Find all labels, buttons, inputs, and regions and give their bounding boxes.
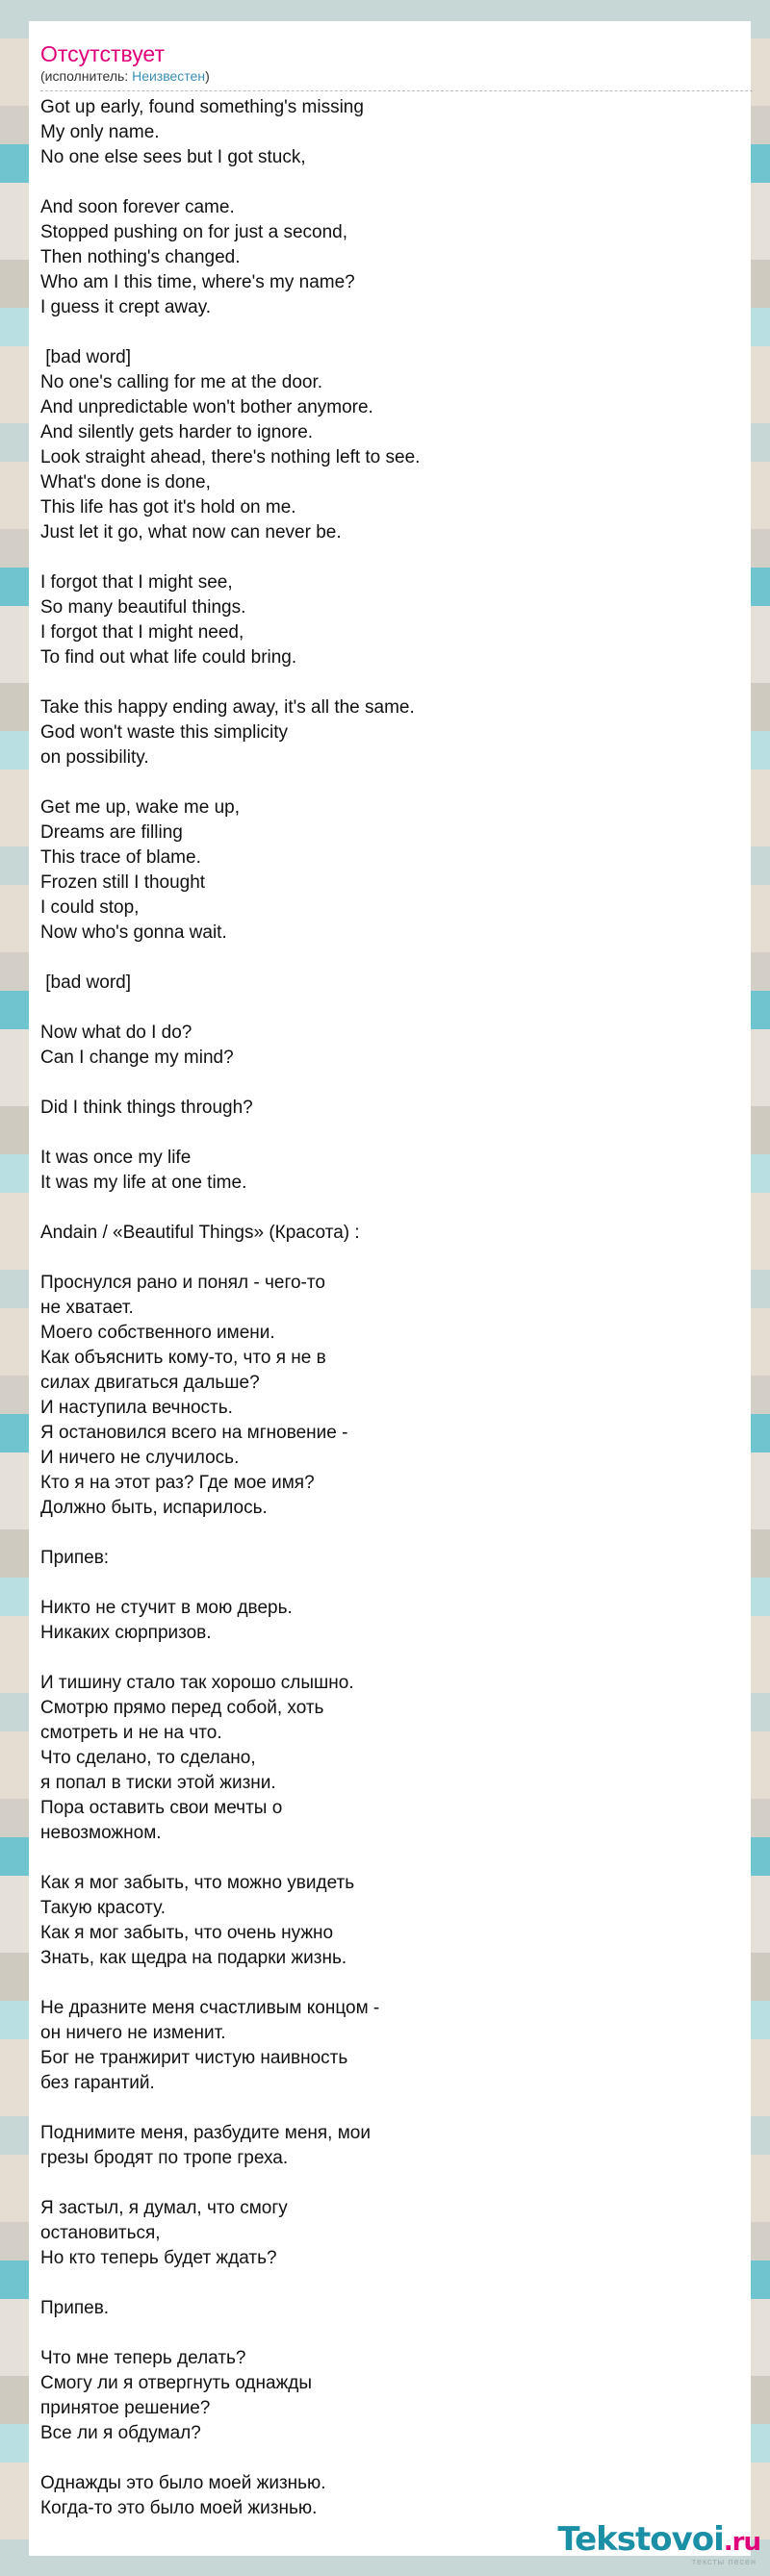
lyric-line: I forgot that I might need, [40,622,244,643]
blank-line [40,1846,741,1871]
lyric-line: остановиться, [40,2223,161,2243]
lyric-line: Что сделано, то сделано, [40,1748,256,1768]
lyric-line: This trace of blame. [40,847,201,868]
blank-line [40,2171,741,2196]
lyric-line: Пора оставить свои мечты о [40,1798,283,1818]
lyric-line: Как объяснить кому-то, что я не в [40,1348,326,1368]
lyric-line: It was my life at one time. [40,1173,247,1193]
lyric-line: Как я мог забыть, что можно увидеть [40,1873,355,1893]
lyric-line: on possibility. [40,747,149,768]
lyric-line: Я застыл, я думал, что смогу [40,2198,288,2218]
lyric-line: No one else sees but I got stuck, [40,147,306,167]
blank-line [40,1971,741,1996]
lyric-line: And silently gets harder to ignore. [40,422,314,442]
blank-line [40,946,741,971]
lyric-line: Who am I this time, where's my name? [40,272,355,292]
lyric-line: I forgot that I might see, [40,572,233,593]
blank-line [40,2321,741,2346]
lyric-line: Andain / «Beautiful Things» (Красота) : [40,1223,360,1243]
lyric-line: принятое решение? [40,2398,211,2418]
artist-prefix: (исполнитель: [40,68,133,84]
lyric-line: Смогу ли я отвергнуть однажды [40,2373,313,2393]
lyric-line: я попал в тиски этой жизни. [40,1773,276,1793]
blank-line [40,1646,741,1671]
lyric-line: To find out what life could bring. [40,647,297,668]
lyric-line: Got up early, found something's missing [40,97,364,117]
lyric-line: This life has got it's hold on me. [40,497,296,518]
blank-line [40,2446,741,2471]
lyric-line: Моего собственного имени. [40,1323,275,1343]
lyric-line: Now what do I do? [40,1023,192,1043]
blank-line [40,770,741,796]
logo-tagline: тексты песен [691,2557,757,2566]
lyric-line: God won't waste this simplicity [40,722,289,743]
logo-name: Tekstovoi [557,2520,724,2559]
blank-line [40,1121,741,1146]
lyric-line: It was once my life [40,1148,192,1168]
lyric-line: Не дразните меня счастливым концом - [40,1998,380,2018]
lyric-line: Никто не стучит в мою дверь. [40,1598,293,1618]
lyric-line: Dreams are filling [40,822,183,843]
lyric-line: [bad word] [40,347,131,367]
lyric-line: Припев: [40,1548,110,1568]
divider [40,90,753,91]
lyric-line: И тишину стало так хорошо слышно. [40,1673,354,1693]
lyric-line: Но кто теперь будет ждать? [40,2248,277,2268]
blank-line [40,545,741,570]
lyric-line: Frozen still I thought [40,872,206,893]
lyric-line: Кто я на этот раз? Где мое имя? [40,1473,315,1493]
lyric-line: Проснулся рано и понял - чего-то [40,1273,325,1293]
lyric-line: Все ли я обдумал? [40,2423,201,2443]
lyric-line: So many beautiful things. [40,597,246,618]
lyric-line: Смотрю прямо перед собой, хоть [40,1698,324,1718]
site-logo[interactable] [557,2520,760,2566]
lyric-line: Такую красоту. [40,1898,166,1918]
blank-line [40,1196,741,1221]
lyric-line: Должно быть, испарилось. [40,1498,268,1518]
lyric-line: What's done is done, [40,472,211,492]
lyrics-text [40,95,741,2521]
lyric-line: I could stop, [40,897,140,918]
blank-line [40,1571,741,1596]
lyric-line: не хватает. [40,1298,134,1318]
artist-line [40,67,741,85]
lyric-line: Look straight ahead, there's nothing left to see. [40,447,421,467]
lyric-line: Get me up, wake me up, [40,797,240,818]
lyric-line: My only name. [40,122,160,142]
logo-tld: .ru [723,2528,760,2557]
lyric-line: And unpredictable won't bother anymore. [40,397,373,417]
lyric-line: Бог не транжирит чистую наивность [40,2048,348,2068]
lyric-line: грезы бродят по тропе греха. [40,2148,289,2168]
lyric-line: Then nothing's changed. [40,247,241,267]
lyric-line: Припев. [40,2298,110,2318]
lyric-line: Take this happy ending away, it's all the same. [40,697,415,718]
lyric-line: Знать, как щедра на подарки жизнь. [40,1948,347,1968]
lyric-line: No one's calling for me at the door. [40,372,323,392]
lyric-line: [bad word] [40,972,131,993]
lyric-line: Когда-то это было моей жизнью. [40,2498,318,2518]
lyric-line: Did I think things through? [40,1098,253,1118]
lyric-line: And soon forever came. [40,197,235,217]
lyric-line: Что мне теперь делать? [40,2348,246,2368]
lyric-line: Поднимите меня, разбудите меня, мои [40,2123,371,2143]
lyric-line: Никаких сюрпризов. [40,1623,212,1643]
blank-line [40,1521,741,1546]
blank-line [40,1246,741,1271]
lyric-line: Now who's gonna wait. [40,922,227,943]
blank-line [40,320,741,345]
blank-line [40,996,741,1021]
lyric-line: Я остановился всего на мгновение - [40,1423,348,1443]
lyric-line: он ничего не изменит. [40,2023,226,2043]
lyric-line: силах двигаться дальше? [40,1373,260,1393]
lyric-line: Can I change my mind? [40,1048,234,1068]
lyric-line: Just let it go, what now can never be. [40,522,342,543]
lyric-line: И наступила вечность. [40,1398,233,1418]
lyric-line: смотреть и не на что. [40,1723,222,1743]
blank-line [40,2271,741,2296]
lyric-line: I guess it crept away. [40,297,212,317]
lyrics-card [29,21,751,2556]
song-title: Отсутствует [40,41,165,66]
blank-line [40,170,741,195]
artist-suffix: ) [205,68,210,84]
lyric-line: Как я мог забыть, что очень нужно [40,1923,334,1943]
lyric-line: невозможном. [40,1823,162,1843]
lyric-line: И ничего не случилось. [40,1448,240,1468]
blank-line [40,2096,741,2121]
lyric-line: Однажды это было моей жизнью. [40,2473,326,2493]
lyric-line: без гарантий. [40,2073,155,2093]
lyric-line: Stopped pushing on for just a second, [40,222,348,242]
artist-link[interactable]: Неизвестен [132,68,206,84]
blank-line [40,670,741,695]
logo-wordmark [557,2520,760,2559]
blank-line [40,1071,741,1096]
